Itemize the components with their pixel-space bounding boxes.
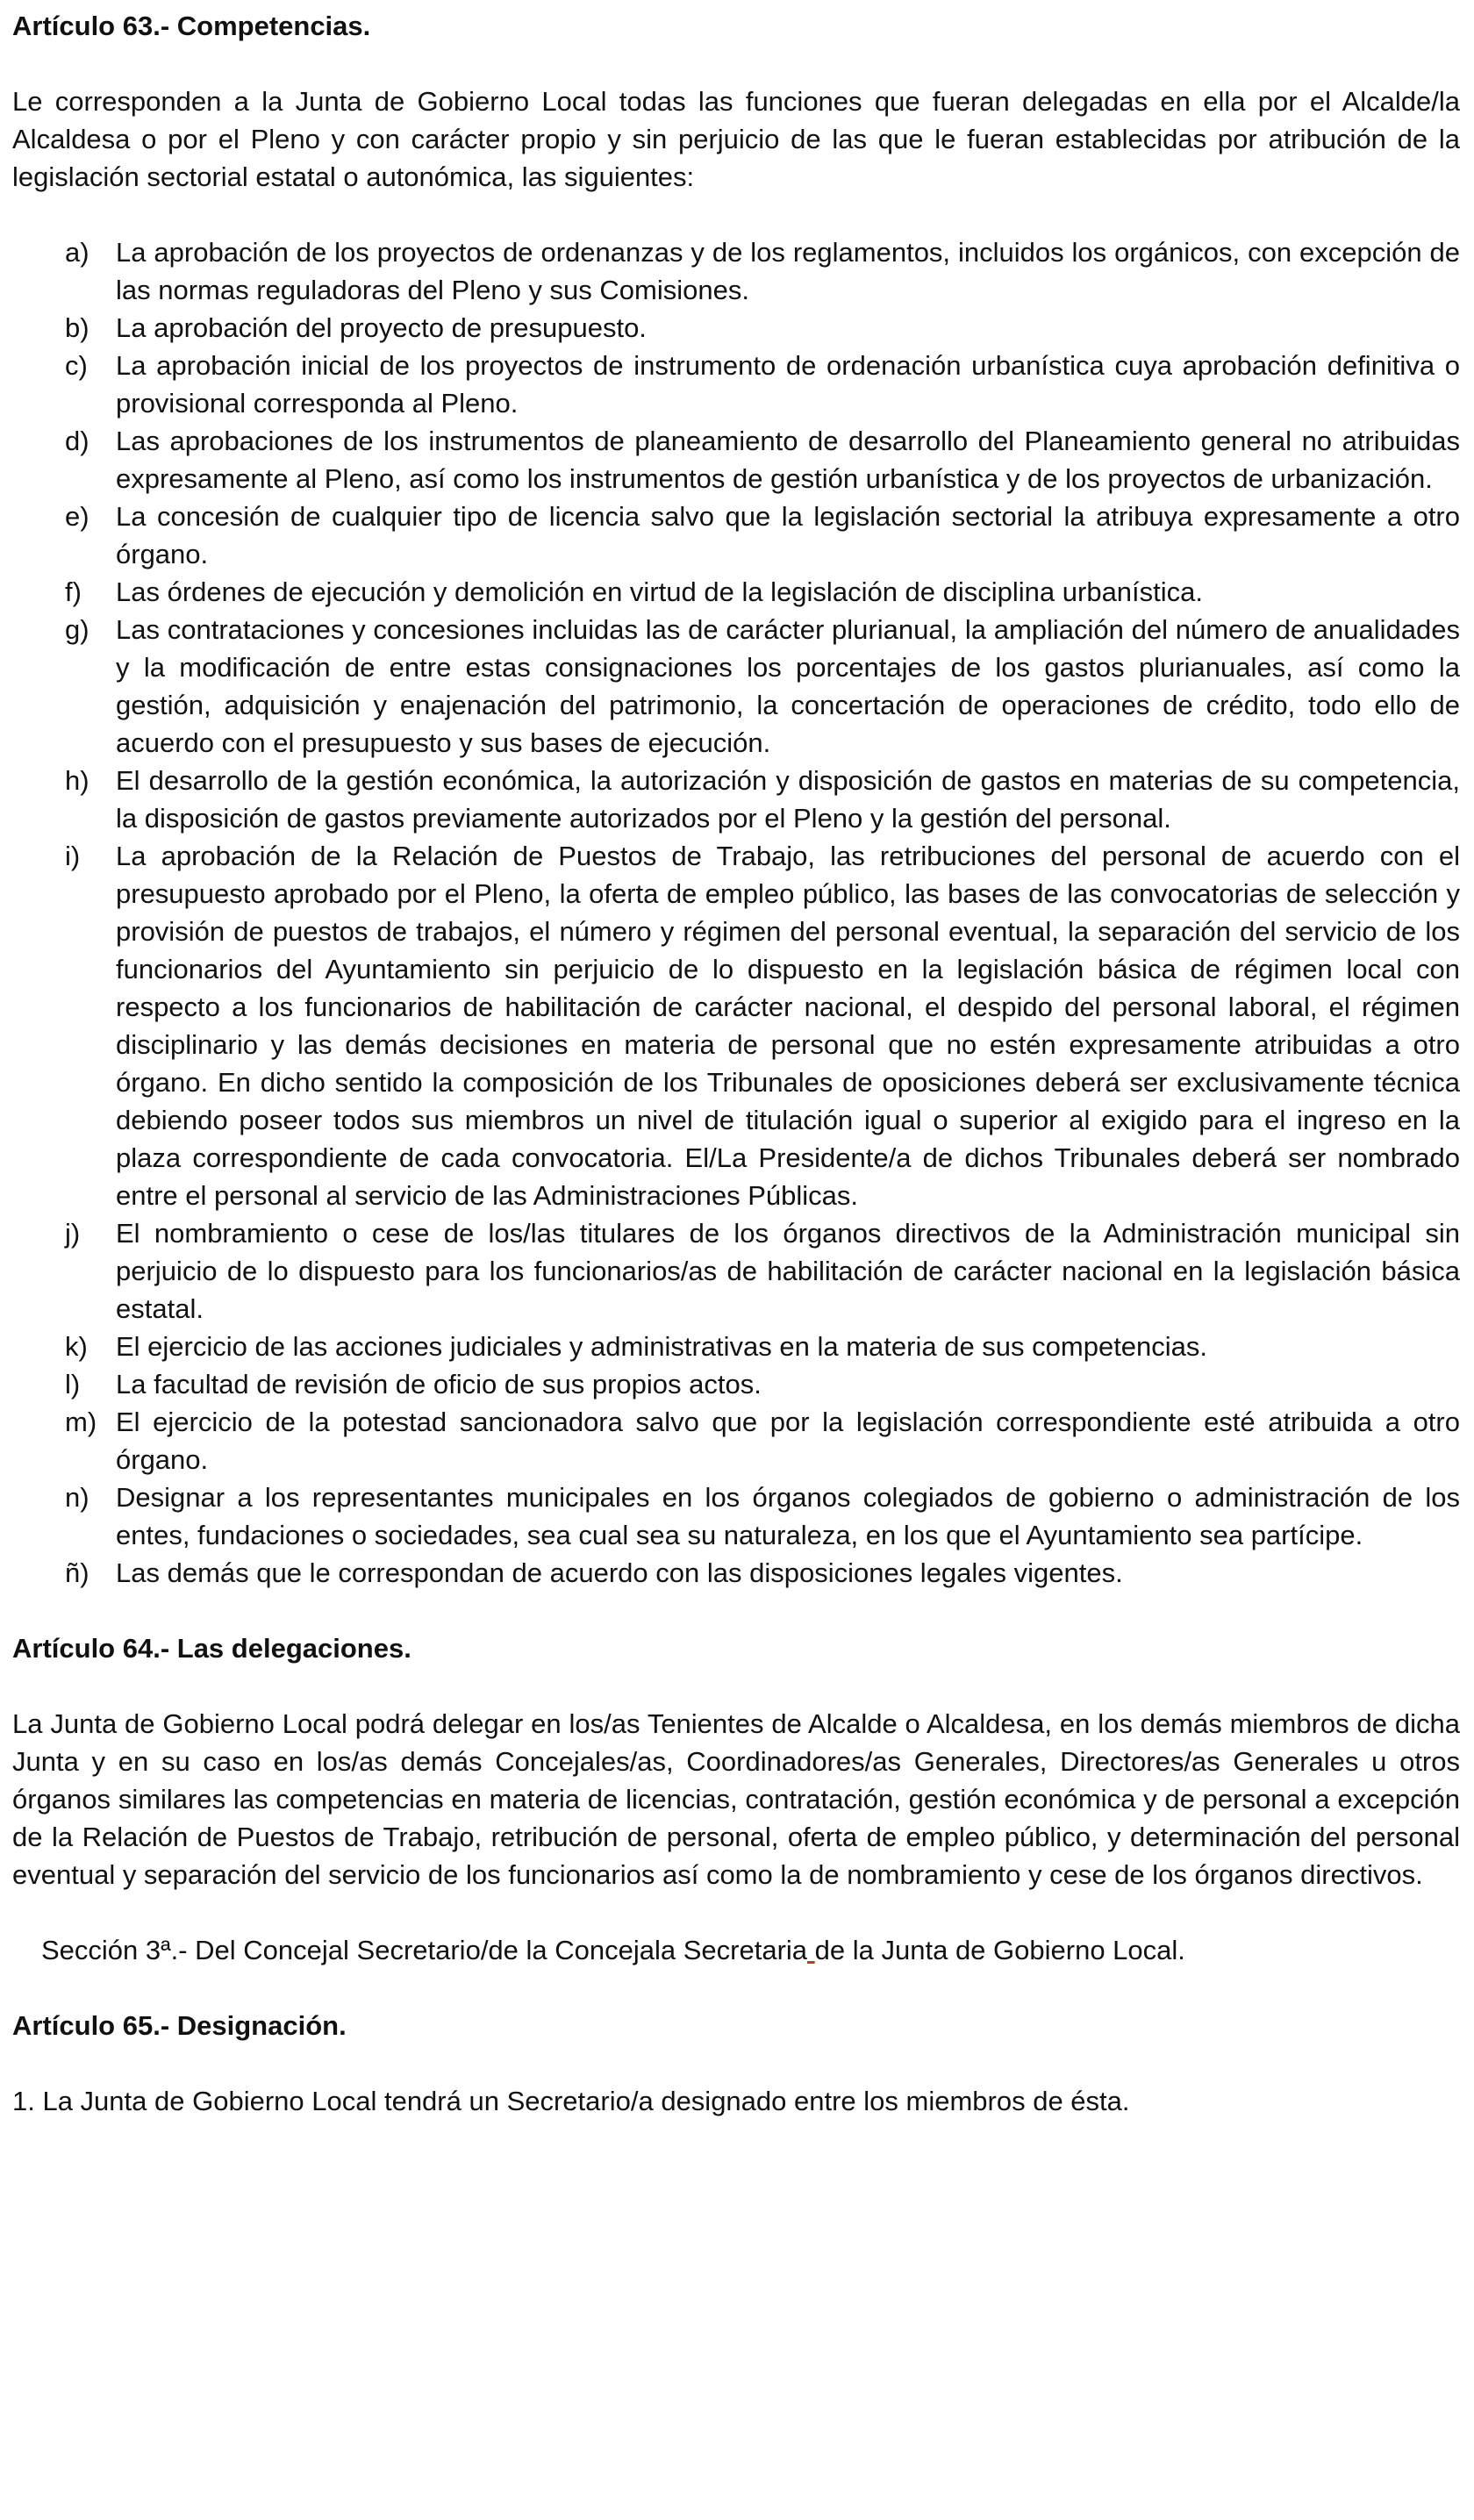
list-item xyxy=(12,1554,1460,1592)
article-65-title: Artículo 65.- Designación. xyxy=(12,2010,347,2041)
list-item-text: El nombramiento o cese de los/las titulares de los órganos directivos de la Administración municipal sin perjuicio de lo dispuesto para los funcionarios/as de habilitación de carácter nacional en la legislación básica estatal. xyxy=(116,1218,1460,1324)
list-item xyxy=(12,1365,1460,1403)
spacer xyxy=(12,1592,1460,1629)
section-3-title-part: Sección 3ª.- Del Concejal Secretario/de la Concejala Secretaria xyxy=(41,1935,808,1965)
list-item xyxy=(12,309,1460,347)
list-item-text: La aprobación inicial de los proyectos de instrumento de ordenación urbanística cuya aprobación definitiva o provisional corresponda al Pleno. xyxy=(116,350,1460,419)
list-marker: j) xyxy=(65,1218,81,1249)
list-item-text: Designar a los representantes municipales en los órganos colegiados de gobierno o administración de los entes, fundaciones o sociedades, sea cual sea su naturaleza, en los que el Ayuntamiento sea partícipe. xyxy=(116,1482,1460,1550)
article-65-paragraph-1: 1. La Junta de Gobierno Local tendrá un Secretario/a designado entre los miembros de ésta. xyxy=(12,2086,1130,2116)
list-marker: ñ) xyxy=(65,1557,89,1588)
section-3-underline-mark xyxy=(807,1935,815,1965)
list-marker: d) xyxy=(65,426,89,456)
spacer xyxy=(12,45,1460,82)
list-item-text: La facultad de revisión de oficio de sus propios actos. xyxy=(116,1369,762,1400)
list-marker: n) xyxy=(65,1482,89,1513)
list-item xyxy=(12,1214,1460,1328)
list-item xyxy=(12,611,1460,762)
list-item-text: Las demás que le correspondan de acuerdo con las disposiciones legales vigentes. xyxy=(116,1557,1123,1588)
list-marker: c) xyxy=(65,350,88,381)
list-item-text: La concesión de cualquier tipo de licencia salvo que la legislación sectorial la atribuya expresamente a otro órgano. xyxy=(116,501,1460,569)
spacer xyxy=(12,196,1460,233)
list-item-text: La aprobación de la Relación de Puestos de Trabajo, las retribuciones del personal de acuerdo con el presupuesto aprobado por el Pleno, la oferta de empleo público, las bases de las convocatorias de selección y provisión de puestos de trabajos, el número y régimen del personal eventual, la separación del servicio de los funcionarios del Ayuntamiento sin perjuicio de lo dispuesto en la legislación básica de régimen local con respecto a los funcionarios de habilitación de carácter nacional, el despido del personal laboral, el régimen disciplinario y las demás decisiones en materia de personal que no estén expresamente atribuidas a otro órgano. En dicho sentido la composición de los Tribunales de oposiciones deberá ser exclusivamente técnica debiendo poseer todos sus miembros un nivel de titulación igual o superior al exigido para el ingreso en la plaza correspondiente de cada convocatoria. El/La Presidente/a de dichos Tribunales deberá ser nombrado entre el personal al servicio de las Administraciones Públicas. xyxy=(116,841,1460,1211)
list-item-text: La aprobación de los proyectos de ordenanzas y de los reglamentos, incluidos los orgánicos, con excepción de las normas reguladoras del Pleno y sus Comisiones. xyxy=(116,237,1460,305)
spacer xyxy=(12,1969,1460,2007)
list-item xyxy=(12,1403,1460,1478)
list-marker: l) xyxy=(65,1369,81,1400)
list-item xyxy=(12,347,1460,422)
list-marker: k) xyxy=(65,1331,88,1362)
list-marker: m) xyxy=(65,1407,97,1437)
list-marker: g) xyxy=(65,614,89,645)
list-marker: f) xyxy=(65,576,82,607)
list-item xyxy=(12,422,1460,498)
list-marker: h) xyxy=(65,765,89,796)
list-item-text: El ejercicio de la potestad sancionadora salvo que por la legislación correspondiente esté atribuida a otro órgano. xyxy=(116,1407,1460,1475)
list-marker: a) xyxy=(65,237,89,268)
list-marker: i) xyxy=(65,841,81,871)
article-64-title: Artículo 64.- Las delegaciones. xyxy=(12,1633,411,1664)
list-item xyxy=(12,1478,1460,1554)
spacer xyxy=(12,2044,1460,2082)
list-item-text: La aprobación del proyecto de presupuesto. xyxy=(116,312,647,343)
list-item-text: Las aprobaciones de los instrumentos de planeamiento de desarrollo del Planeamiento general no atribuidas expresamente al Pleno, así como los instrumentos de gestión urbanística y de los proyectos de urbanización. xyxy=(116,426,1460,494)
list-item-text: Las contrataciones y concesiones incluidas las de carácter plurianual, la ampliación del número de anualidades y la modificación de entre estas consignaciones los porcentajes de los gastos plurianuales, así como la gestión, adquisición y enajenación del patrimonio, la concertación de operaciones de crédito, todo ello de acuerdo con el presupuesto y sus bases de ejecución. xyxy=(116,614,1460,758)
section-3-title xyxy=(12,1931,1460,1969)
list-item xyxy=(12,233,1460,309)
section-3-title-part: de la Junta de Gobierno Local. xyxy=(814,1935,1185,1965)
list-item xyxy=(12,1328,1460,1365)
list-item-text: El desarrollo de la gestión económica, la autorización y disposición de gastos en materias de su competencia, la disposición de gastos previamente autorizados por el Pleno y la gestión del personal. xyxy=(116,765,1460,834)
spacer xyxy=(12,1894,1460,1931)
list-item xyxy=(12,837,1460,1214)
article-63-intro: Le corresponden a la Junta de Gobierno Local todas las funciones que fueran delegadas en ella por el Alcalde/la Alcaldesa o por el Pleno y con carácter propio y sin perjuicio de las que le fueran establecidas por atribución de la legislación sectorial estatal o autonómica, las siguientes: xyxy=(12,86,1460,192)
list-marker: e) xyxy=(65,501,89,532)
list-item-text: El ejercicio de las acciones judiciales y administrativas en la materia de sus competencias. xyxy=(116,1331,1208,1362)
spacer xyxy=(12,1667,1460,1705)
list-item xyxy=(12,498,1460,573)
article-64-body: La Junta de Gobierno Local podrá delegar en los/as Tenientes de Alcalde o Alcaldesa, en los demás miembros de dicha Junta y en su caso en los/as demás Concejales/as, Coordinadores/as Generales, Directores/as Generales u otros órganos similares las competencias en materia de licencias, contratación, gestión económica y de personal a excepción de la Relación de Puestos de Trabajo, retribución de personal, oferta de empleo público, y determinación del personal eventual y separación del servicio de los funcionarios así como la de nombramiento y cese de los órganos directivos. xyxy=(12,1708,1460,1890)
article-63-title: Artículo 63.- Competencias. xyxy=(12,11,371,41)
competencias-list xyxy=(12,233,1460,1592)
list-item xyxy=(12,573,1460,611)
list-item xyxy=(12,762,1460,837)
list-item-text: Las órdenes de ejecución y demolición en virtud de la legislación de disciplina urbanística. xyxy=(116,576,1204,607)
list-marker: b) xyxy=(65,312,89,343)
